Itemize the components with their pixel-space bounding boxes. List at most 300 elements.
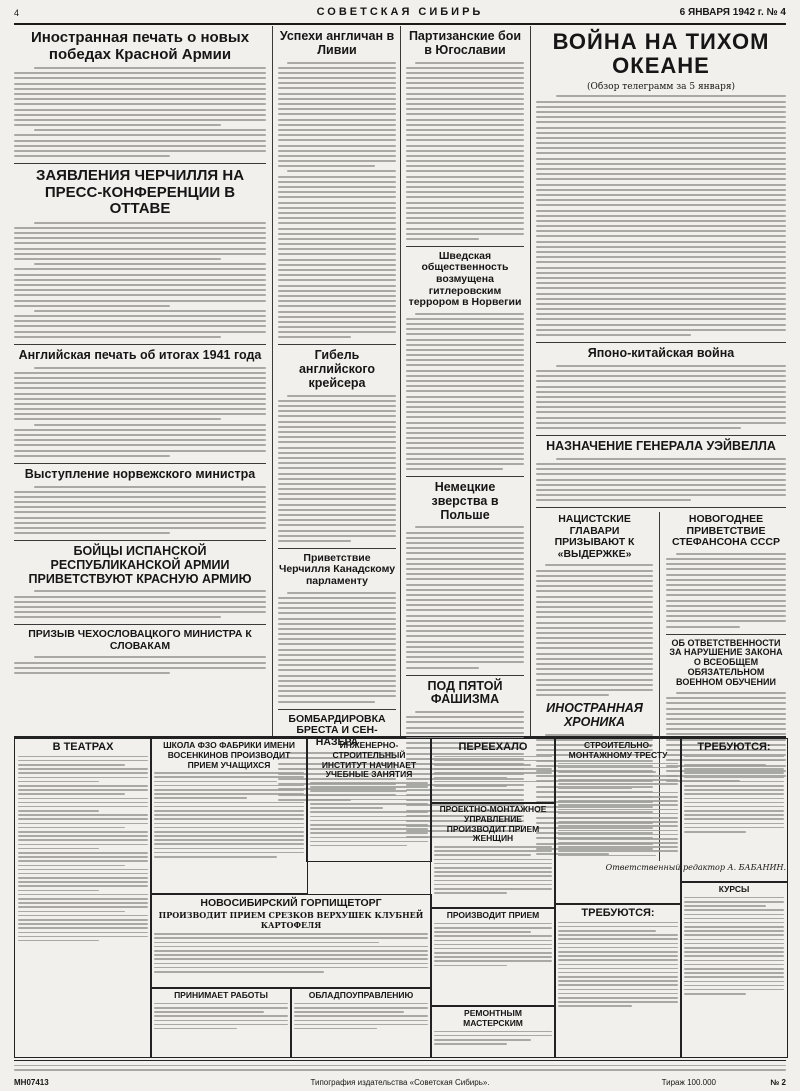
article-body xyxy=(666,553,786,628)
text-line xyxy=(278,478,396,480)
text-line xyxy=(18,844,148,846)
text-line xyxy=(406,165,524,167)
text-line xyxy=(278,331,396,333)
text-line xyxy=(684,955,784,957)
text-line xyxy=(406,727,524,729)
text-line xyxy=(536,111,786,113)
text-line xyxy=(558,984,678,986)
text-line xyxy=(545,734,653,736)
text-line xyxy=(536,386,786,388)
text-line xyxy=(536,147,786,149)
text-line xyxy=(278,436,396,438)
text-line xyxy=(558,830,678,832)
ad-headline: ПЕРЕЕХАЛО xyxy=(458,741,528,753)
text-line xyxy=(434,756,552,758)
article-headline: Успехи англичан в Ливии xyxy=(279,29,395,57)
text-line xyxy=(406,594,524,596)
text-line xyxy=(14,393,266,395)
text-line xyxy=(558,842,678,844)
text-line xyxy=(406,442,524,444)
text-line xyxy=(406,176,524,178)
text-line xyxy=(278,530,396,532)
text-line xyxy=(558,968,678,970)
text-line xyxy=(684,985,784,987)
footer xyxy=(14,1060,786,1089)
text-line xyxy=(14,150,266,152)
text-line xyxy=(14,501,266,503)
text-line xyxy=(536,647,653,649)
text-line xyxy=(666,697,786,699)
text-line xyxy=(536,585,653,587)
text-line xyxy=(536,668,653,670)
text-line xyxy=(684,939,784,941)
text-line xyxy=(684,905,766,907)
text-line xyxy=(406,155,524,157)
text-line xyxy=(310,790,407,792)
ad-subheadline: ПРОИЗВОДИТ ПРИЕМ СРЕЗКОВ ВЕРХУШЕК КЛУБНЕЙ КАРТОФЕЛЯ xyxy=(158,910,424,930)
article xyxy=(536,514,653,696)
ad-priem xyxy=(430,908,556,1006)
text-line xyxy=(536,101,786,103)
masthead xyxy=(14,5,786,25)
text-line xyxy=(406,212,524,214)
ad-gorpishetorg xyxy=(150,894,432,988)
text-line xyxy=(666,723,786,725)
article xyxy=(278,349,396,542)
text-line xyxy=(558,783,678,785)
text-line xyxy=(536,282,786,284)
article xyxy=(278,553,396,703)
text-line xyxy=(558,934,678,936)
text-line xyxy=(294,1028,377,1030)
text-line xyxy=(558,964,678,966)
text-line xyxy=(14,134,266,136)
text-line xyxy=(536,596,653,598)
text-line xyxy=(18,898,148,900)
text-line xyxy=(684,968,784,970)
text-line xyxy=(666,713,786,715)
text-line xyxy=(406,437,524,439)
text-line xyxy=(536,663,653,665)
text-line xyxy=(558,800,678,802)
text-line xyxy=(536,256,786,258)
text-line xyxy=(558,980,678,982)
text-line xyxy=(536,463,786,465)
text-line xyxy=(278,181,396,183)
article-body xyxy=(14,590,266,618)
text-line xyxy=(558,821,678,823)
text-line xyxy=(666,733,786,735)
page-number: 4 xyxy=(14,8,21,18)
text-line xyxy=(18,902,148,904)
text-line xyxy=(14,253,266,255)
text-line xyxy=(536,246,786,248)
text-line xyxy=(558,825,678,827)
text-line xyxy=(278,103,396,105)
article-body xyxy=(278,62,396,339)
text-line xyxy=(154,802,304,804)
text-line xyxy=(558,817,678,819)
text-line xyxy=(684,798,784,800)
text-line xyxy=(154,823,304,825)
text-line xyxy=(536,494,786,496)
text-line xyxy=(406,396,524,398)
text-line xyxy=(406,222,524,224)
text-line xyxy=(294,1007,428,1009)
text-line xyxy=(406,401,524,403)
text-line xyxy=(545,564,653,566)
text-line xyxy=(406,191,524,193)
text-line xyxy=(558,792,678,794)
text-line xyxy=(14,403,266,405)
ad-headline: ТРЕБУЮТСЯ: xyxy=(581,907,655,919)
text-line xyxy=(558,779,678,781)
article-body xyxy=(14,367,266,457)
text-line xyxy=(684,930,784,932)
text-line xyxy=(18,810,99,812)
text-line xyxy=(684,772,784,774)
text-line xyxy=(406,228,524,230)
article-body xyxy=(684,897,784,995)
ad-kurs xyxy=(680,882,788,1058)
text-line xyxy=(558,813,678,815)
text-line xyxy=(684,951,784,953)
article-body xyxy=(536,365,786,429)
text-line xyxy=(278,93,396,95)
text-line xyxy=(536,484,786,486)
text-line xyxy=(278,612,396,614)
text-line xyxy=(310,820,428,822)
text-line xyxy=(558,763,678,765)
text-line xyxy=(14,511,266,513)
divider xyxy=(406,675,524,676)
text-line xyxy=(14,408,266,410)
text-line xyxy=(536,210,786,212)
text-line xyxy=(278,316,396,318)
text-line xyxy=(666,728,786,730)
text-line xyxy=(278,509,396,511)
text-line xyxy=(14,455,170,457)
text-line xyxy=(18,764,125,766)
column-2 xyxy=(278,28,396,748)
text-line xyxy=(666,702,786,704)
text-line xyxy=(406,458,524,460)
footer-printer: Типография издательства «Советская Сибирь». xyxy=(310,1078,490,1087)
text-line xyxy=(278,82,396,84)
text-line xyxy=(154,1028,237,1030)
text-line xyxy=(536,422,786,424)
text-line xyxy=(406,98,524,100)
text-line xyxy=(278,238,396,240)
article-body xyxy=(294,1003,428,1030)
ad-prinimaet xyxy=(150,988,292,1058)
text-line xyxy=(558,943,678,945)
text-line xyxy=(536,637,653,639)
text-line xyxy=(406,542,524,544)
article-headline: НОВОГОДНЕЕ ПРИВЕТСТВИЕ СТЕФАНСОНА СССР xyxy=(672,513,780,549)
text-line xyxy=(18,827,125,829)
article-headline: Английская печать об итогах 1941 года xyxy=(18,347,262,362)
text-line xyxy=(310,782,428,784)
divider xyxy=(14,463,266,464)
text-line xyxy=(14,72,266,74)
text-line xyxy=(406,93,524,95)
text-line xyxy=(536,401,786,403)
text-line xyxy=(278,87,396,89)
text-line xyxy=(294,1003,428,1005)
text-line xyxy=(684,756,784,758)
text-line xyxy=(684,810,784,812)
text-line xyxy=(434,892,507,894)
article-body xyxy=(154,933,428,972)
text-line xyxy=(558,855,656,857)
text-line xyxy=(666,718,786,720)
text-line xyxy=(18,789,148,791)
text-line xyxy=(536,261,786,263)
text-line xyxy=(536,132,786,134)
text-line xyxy=(434,948,552,950)
article-body xyxy=(558,922,678,1007)
text-line xyxy=(14,274,266,276)
text-line xyxy=(278,633,396,635)
text-line xyxy=(18,890,99,892)
ad-moved xyxy=(430,738,556,804)
text-line xyxy=(434,1035,552,1037)
text-line xyxy=(14,429,266,431)
text-line xyxy=(18,940,99,942)
divider xyxy=(536,435,786,436)
text-line xyxy=(406,568,524,570)
text-line xyxy=(536,173,786,175)
article xyxy=(406,251,524,470)
text-line xyxy=(536,606,653,608)
divider xyxy=(278,709,396,710)
text-line xyxy=(278,176,396,178)
text-line xyxy=(14,227,266,229)
text-line xyxy=(18,932,148,934)
text-line xyxy=(536,570,653,572)
text-line xyxy=(684,831,746,833)
text-line xyxy=(14,336,221,338)
text-line xyxy=(14,418,221,420)
text-line xyxy=(684,989,784,991)
text-line xyxy=(666,615,786,617)
text-line xyxy=(406,370,524,372)
text-line xyxy=(154,835,304,837)
text-line xyxy=(278,290,396,292)
text-line xyxy=(415,62,524,64)
article xyxy=(14,468,266,534)
article xyxy=(406,30,524,240)
text-line xyxy=(294,1011,404,1013)
text-line xyxy=(536,168,786,170)
text-line xyxy=(278,467,396,469)
article-headline: Партизанские бои в Югославии xyxy=(408,29,522,57)
text-line xyxy=(434,888,552,890)
text-line xyxy=(406,328,524,330)
text-line xyxy=(536,329,786,331)
text-line xyxy=(684,781,784,783)
text-line xyxy=(278,421,396,423)
text-line xyxy=(14,372,266,374)
text-line xyxy=(18,923,148,925)
text-line xyxy=(684,934,784,936)
text-line xyxy=(536,479,786,481)
text-line xyxy=(154,776,304,778)
text-line xyxy=(684,901,784,903)
text-line xyxy=(154,793,304,795)
article-body xyxy=(278,592,396,703)
text-line xyxy=(278,695,396,697)
text-line xyxy=(278,295,396,297)
text-line xyxy=(558,938,678,940)
ad-headline: КУРСЫ xyxy=(718,884,750,894)
text-line xyxy=(18,873,148,875)
text-line xyxy=(14,496,266,498)
text-line xyxy=(154,942,379,944)
text-line xyxy=(406,563,524,565)
text-line xyxy=(536,590,653,592)
text-line xyxy=(278,597,396,599)
text-line xyxy=(558,926,678,928)
text-line xyxy=(666,600,786,602)
text-line xyxy=(18,756,148,758)
text-line xyxy=(536,653,653,655)
text-line xyxy=(14,98,266,100)
article-headline: Иностранная печать о новых победах Красной Армии xyxy=(30,29,250,63)
text-line xyxy=(434,940,552,942)
text-line xyxy=(536,204,786,206)
article-body xyxy=(536,564,653,696)
text-line xyxy=(558,846,678,848)
text-line xyxy=(558,976,678,978)
text-line xyxy=(406,318,524,320)
text-line xyxy=(18,856,148,858)
text-line xyxy=(278,191,396,193)
text-line xyxy=(18,860,148,862)
text-line xyxy=(666,589,786,591)
text-line xyxy=(406,620,524,622)
ad-remont xyxy=(430,1006,556,1058)
text-line xyxy=(14,268,266,270)
text-line xyxy=(278,457,396,459)
text-line xyxy=(406,359,524,361)
text-line xyxy=(406,463,524,465)
text-line xyxy=(536,184,786,186)
text-line xyxy=(278,160,396,162)
text-line xyxy=(18,848,99,850)
text-line xyxy=(14,88,266,90)
text-line xyxy=(34,486,266,488)
text-line xyxy=(406,364,524,366)
text-line xyxy=(536,580,653,582)
text-line xyxy=(406,641,524,643)
text-line xyxy=(310,841,428,843)
text-line xyxy=(278,400,396,402)
text-line xyxy=(406,145,524,147)
article-body xyxy=(278,395,396,542)
text-line xyxy=(278,654,396,656)
text-line xyxy=(415,711,524,713)
text-line xyxy=(14,155,170,157)
text-line xyxy=(310,807,383,809)
text-line xyxy=(676,553,786,555)
text-line xyxy=(278,664,396,666)
text-line xyxy=(278,243,396,245)
article xyxy=(536,440,786,501)
text-line xyxy=(310,803,428,805)
text-line xyxy=(406,721,524,723)
text-line xyxy=(558,775,678,777)
text-line xyxy=(558,1005,632,1007)
text-line xyxy=(14,77,266,79)
article-headline: ПОД ПЯТОЙ ФАШИЗМА xyxy=(427,678,503,707)
text-line xyxy=(536,251,786,253)
text-line xyxy=(434,772,552,774)
text-line xyxy=(666,584,786,586)
text-line xyxy=(18,814,148,816)
text-line xyxy=(434,1039,531,1041)
text-line xyxy=(310,786,428,788)
article xyxy=(536,30,786,336)
text-line xyxy=(278,410,396,412)
text-line xyxy=(310,795,428,797)
text-line xyxy=(14,1069,786,1070)
text-line xyxy=(278,119,396,121)
text-line xyxy=(154,797,247,799)
text-line xyxy=(287,170,396,172)
text-line xyxy=(406,103,524,105)
text-line xyxy=(536,199,786,201)
text-line xyxy=(536,220,786,222)
text-line xyxy=(536,468,786,470)
text-line xyxy=(14,1065,786,1066)
newspaper-title: СОВЕТСКАЯ СИБИРЬ xyxy=(316,6,484,18)
text-line xyxy=(14,284,266,286)
text-line xyxy=(154,950,428,952)
text-line xyxy=(536,194,786,196)
text-line xyxy=(666,558,786,560)
text-line xyxy=(406,339,524,341)
text-line xyxy=(406,181,524,183)
text-line xyxy=(14,119,266,121)
footer-circulation: Тираж 100.000 xyxy=(661,1078,716,1087)
text-line xyxy=(434,785,507,787)
text-line xyxy=(14,596,266,598)
text-line xyxy=(406,87,524,89)
text-line xyxy=(406,385,524,387)
text-line xyxy=(154,946,428,948)
article-body xyxy=(14,486,266,535)
text-line xyxy=(14,83,266,85)
text-line xyxy=(278,264,396,266)
article-headline: ПРИЗЫВ ЧЕХОСЛОВАЦКОГО МИНИСТРА К СЛОВАКАМ xyxy=(28,628,252,652)
article xyxy=(14,349,266,457)
text-line xyxy=(278,519,396,521)
text-line xyxy=(684,823,784,825)
text-line xyxy=(154,954,428,956)
text-line xyxy=(278,628,396,630)
text-line xyxy=(14,450,266,452)
article-headline: ИНОСТРАННАЯ ХРОНИКА xyxy=(546,701,643,729)
issue-date: 6 ЯНВАРЯ 1942 г. № 4 xyxy=(679,7,786,18)
text-line xyxy=(34,222,266,224)
text-line xyxy=(310,799,428,801)
text-line xyxy=(558,972,678,974)
text-line xyxy=(278,675,396,677)
text-line xyxy=(18,781,99,783)
text-line xyxy=(434,927,552,929)
